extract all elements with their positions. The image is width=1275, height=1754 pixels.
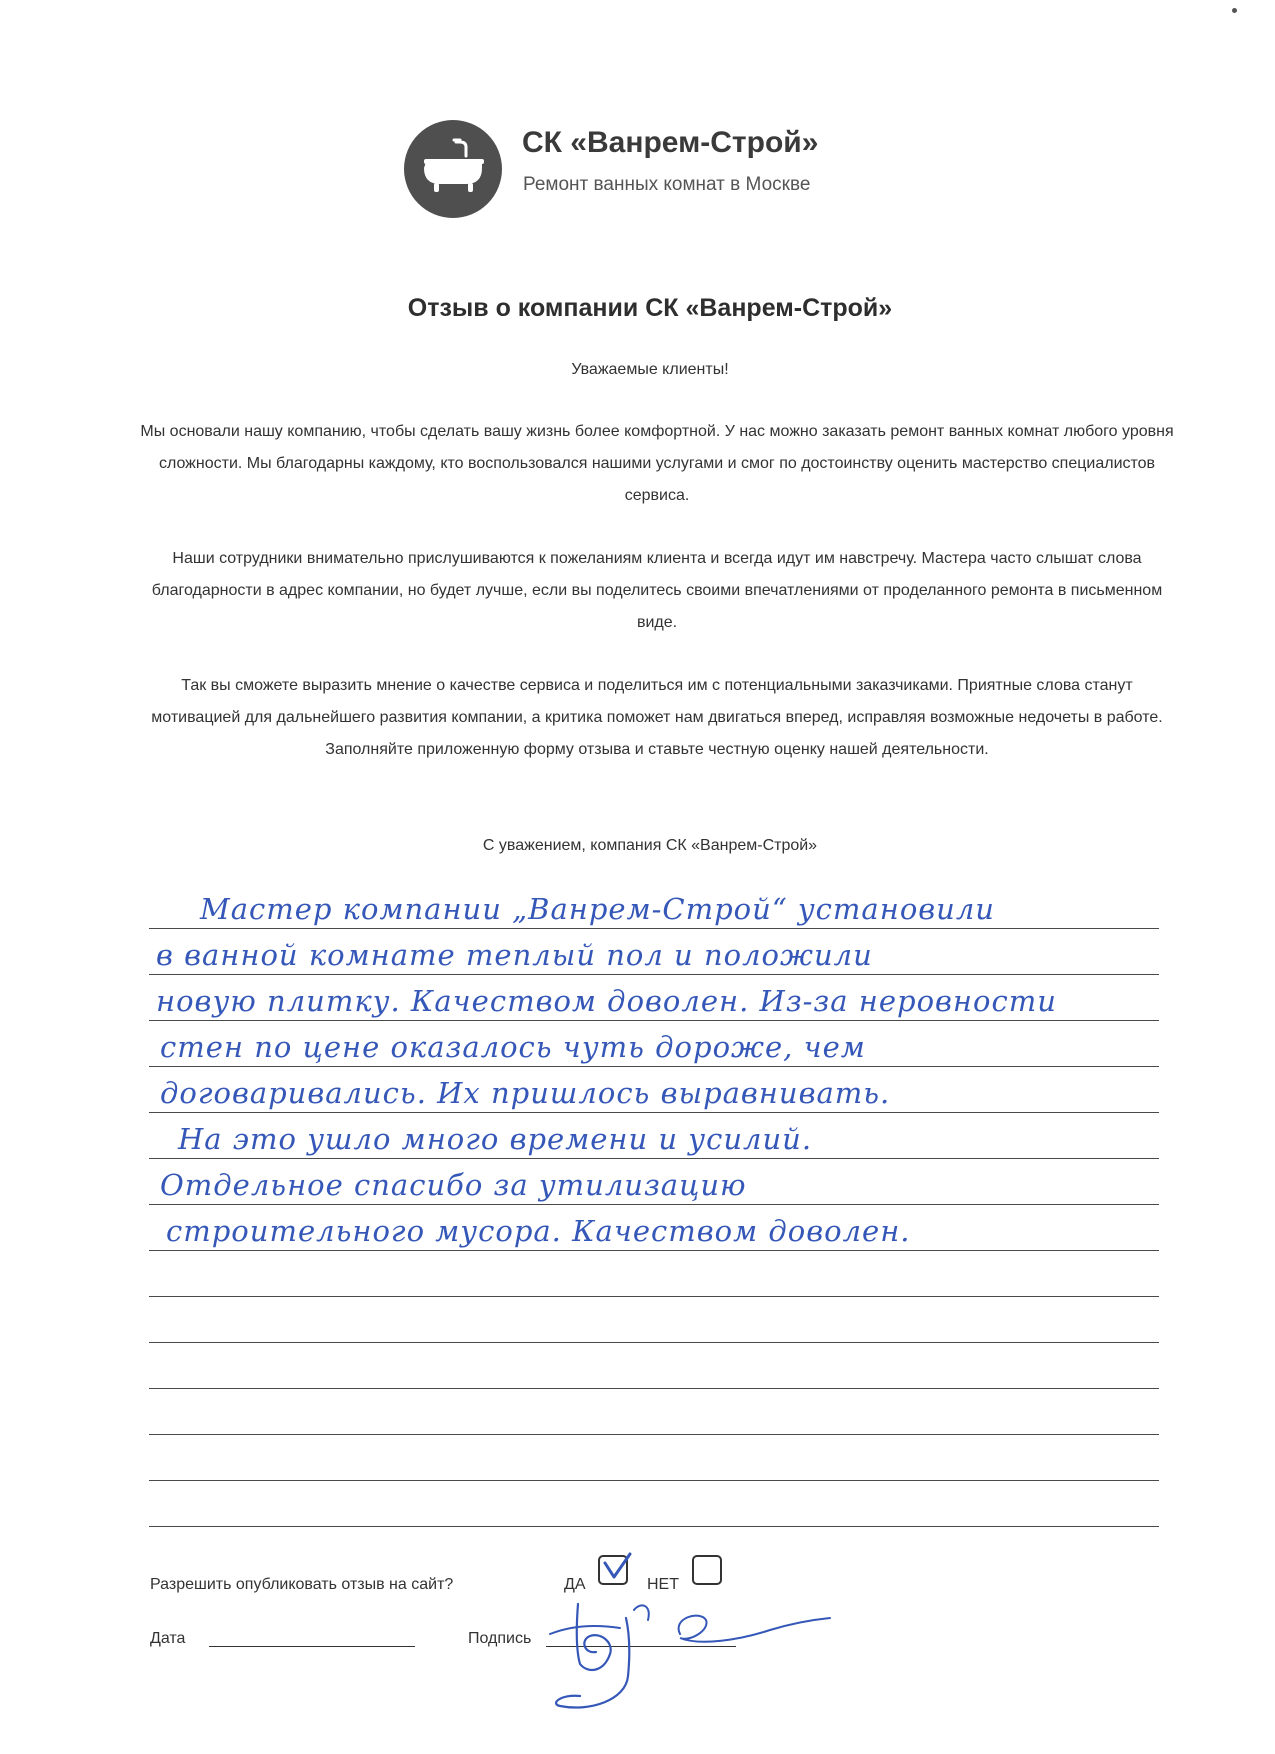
greeting: Уважаемые клиенты!: [571, 361, 729, 378]
review-rule: [149, 1204, 1159, 1205]
date-field[interactable]: [209, 1646, 415, 1647]
review-rule: [149, 1480, 1159, 1481]
handwritten-signature: [530, 1590, 840, 1720]
handwritten-review-line: Мастер компании „Ванрем-Строй“ установили: [200, 892, 995, 926]
company-tagline: Ремонт ванных комнат в Москве: [523, 174, 811, 195]
intro-paragraph-3: Так вы сможете выразить мнение о качестве сервиса и поделиться им с потенциальными заказчиками. Приятные слова станут мотивацией для дальнейшего развития компании, а критика поможет нам двигаться вперед, исправляя возможные недочеты в работе. Заполняйте приложенную форму отзыва и ставьте честную оценку нашей деятельности.: [151, 677, 1163, 758]
checkmark-icon: [600, 1551, 636, 1585]
intro-paragraph-1: Мы основали нашу компанию, чтобы сделать вашу жизнь более комфортной. У нас можно заказать ремонт ванных комнат любого уровня сложности. Мы благодарны каждому, кто воспользовался нашими услугами и смог по достоинству оценить мастерство специалистов сервиса.: [140, 423, 1174, 504]
bathtub-icon: [404, 120, 502, 218]
handwritten-review-line: строительного мусора. Качеством доволен.: [166, 1214, 911, 1248]
review-rule: [149, 1250, 1159, 1251]
intro-paragraph-2: Наши сотрудники внимательно прислушиваются к пожеланиям клиента и всегда идут им навстречу. Мастера часто слышат слова благодарности в адрес компании, но будет лучше, если вы поделитесь своими впечатлениями от проделанного ремонта в письменном виде.: [151, 550, 1163, 631]
publish-question: Разрешить опубликовать отзыв на сайт?: [150, 1576, 454, 1593]
review-rule: [149, 1112, 1159, 1113]
review-rule: [149, 974, 1159, 975]
handwritten-review-line: стен по цене оказалось чуть дороже, чем: [160, 1030, 866, 1064]
yes-label: ДА: [564, 1576, 586, 1593]
review-rule: [149, 1158, 1159, 1159]
date-label: Дата: [150, 1630, 186, 1647]
review-rule: [149, 1066, 1159, 1067]
handwritten-review-line: На это ушло много времени и усилий.: [178, 1122, 813, 1156]
company-logo: [404, 120, 502, 218]
company-name: СК «Ванрем-Строй»: [522, 126, 819, 159]
handwritten-review-line: новую плитку. Качеством доволен. Из-за неровности: [156, 984, 1057, 1018]
signoff: С уважением, компания СК «Ванрем-Строй»: [482, 837, 818, 854]
handwritten-review-line: договаривались. Их пришлось выравнивать.: [160, 1076, 891, 1110]
signature-label: Подпись: [468, 1630, 532, 1647]
handwritten-review-line: в ванной комнате теплый пол и положили: [156, 938, 873, 972]
scan-speck: [1232, 8, 1237, 13]
review-rule: [149, 928, 1159, 929]
review-rule: [149, 1296, 1159, 1297]
review-rule: [149, 1020, 1159, 1021]
review-rule: [149, 1434, 1159, 1435]
review-rule: [149, 1526, 1159, 1527]
no-label: НЕТ: [647, 1576, 679, 1593]
no-checkbox[interactable]: [692, 1555, 722, 1585]
handwritten-review-line: Отдельное спасибо за утилизацию: [160, 1168, 747, 1202]
review-rule: [149, 1388, 1159, 1389]
review-rule: [149, 1342, 1159, 1343]
document-title: Отзыв о компании СК «Ванрем-Строй»: [407, 294, 893, 322]
